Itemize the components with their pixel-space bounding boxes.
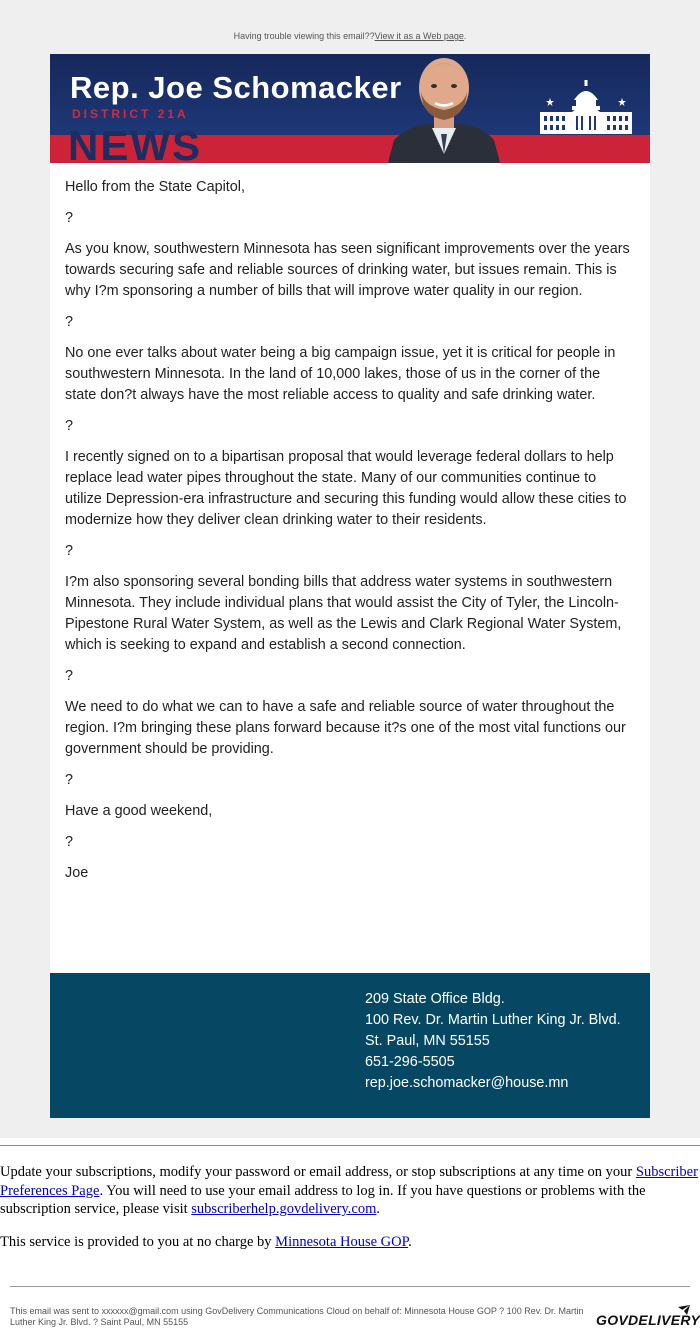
- govdelivery-logo[interactable]: GOVDELIVERY: [596, 1312, 700, 1328]
- minnesota-house-gop-link[interactable]: Minnesota House GOP: [275, 1233, 409, 1250]
- newsletter-body: [50, 163, 650, 973]
- contact-address: [365, 989, 621, 1094]
- newsletter-banner: [50, 54, 650, 163]
- body-paragraph: I?m also sponsoring several bonding bills that address water systems in southwestern Minnesota. They include individual plans that would assist the City of Tyler, the Lincoln-Pipestone Rural Water System, as well as the Lewis and Clark Regional Water System, which is seeking to expand and establish a second connection.: [65, 574, 622, 653]
- legal-notice: This email was sent to xxxxxx@gmail.com using GovDelivery Communications Cloud on behalf of: Minnesota House GOP ? 100 Rev. Dr. Martin Luther King Jr. Blvd. ? Saint Paul, MN 55155: [10, 1306, 584, 1327]
- service-text: .: [408, 1233, 412, 1250]
- envelope-icon: [678, 1305, 690, 1315]
- sign-off: Have a good weekend,: [65, 803, 213, 819]
- body-paragraph: No one ever talks about water being a big campaign issue, yet it is critical for people in southwestern Minnesota. In the land of 10,000 lakes, those of us in the corner of the state don?t always have the most reliable access to quality and safe drinking water.: [65, 345, 616, 403]
- signature: Joe: [65, 865, 89, 881]
- body-paragraph: As you know, southwestern Minnesota has seen significant improvements over the years towards securing safe and reliable sources of drinking water, but issues remain. This is why I?m sponsoring a number of bills that will improve water quality in our region.: [65, 241, 630, 299]
- address-line-2: 100 Rev. Dr. Martin Luther King Jr. Blvd.: [365, 1012, 621, 1028]
- banner-news-word: NEWS: [68, 122, 202, 163]
- banner-district: DISTRICT 21A: [72, 107, 189, 121]
- contact-footer: [50, 973, 650, 1118]
- service-text: This service is provided to you at no charge by: [0, 1233, 276, 1250]
- subscription-paragraph: [0, 1163, 700, 1219]
- preheader-text: Having trouble viewing this email??: [233, 31, 375, 41]
- body-paragraph: I recently signed on to a bipartisan proposal that would leverage federal dollars to help replace lead water pipes throughout the state. Many of our communities continue to utilize Depression-era infrastructure and securing this funding would allow these cities to modernize how they deliver clean drinking water to their residents.: [65, 449, 627, 528]
- subscriber-help-link[interactable]: subscriberhelp.govdelivery.com: [191, 1201, 377, 1217]
- capitol-building-icon: [538, 76, 634, 136]
- preheader: [0, 31, 700, 41]
- address-line-1: 209 State Office Bldg.: [365, 991, 505, 1007]
- spacer-text: ?: [65, 772, 74, 788]
- contact-email[interactable]: rep.joe.schomacker@house.mn: [365, 1075, 569, 1091]
- subscription-info: [0, 1163, 700, 1265]
- spacer-text: ?: [65, 418, 74, 434]
- address-line-3: St. Paul, MN 55155: [365, 1033, 490, 1049]
- spacer-text: ?: [65, 314, 74, 330]
- spacer-text: ?: [65, 668, 74, 684]
- representative-portrait: [388, 54, 500, 163]
- banner-rep-name: Rep. Joe Schomacker: [70, 70, 402, 105]
- divider: [0, 1145, 700, 1146]
- service-paragraph: [0, 1233, 700, 1252]
- divider: [10, 1286, 690, 1287]
- spacer-text: ?: [65, 543, 74, 559]
- preheader-period: .: [463, 31, 467, 41]
- subscription-text: .: [376, 1201, 380, 1217]
- subscriber-preferences-link[interactable]: Subscriber Preferences Page: [0, 1164, 698, 1199]
- spacer-text: ?: [65, 210, 74, 226]
- body-paragraph: We need to do what we can to have a safe and reliable source of water throughout the region. I?m bringing these plans forward because it?s one of the most vital functions our government should be providing.: [65, 699, 626, 757]
- spacer-text: ?: [65, 834, 74, 850]
- greeting: Hello from the State Capitol,: [65, 179, 245, 195]
- subscription-text: Update your subscriptions, modify your password or email address, or stop subscriptions at any time on your: [0, 1164, 636, 1180]
- contact-phone: 651-296-5505: [365, 1054, 455, 1070]
- view-web-page-link[interactable]: View it as a Web page: [374, 31, 464, 41]
- subscription-text: . You will need to use your email address to log in. If you have questions or problems with the subscription service, please visit: [0, 1182, 646, 1217]
